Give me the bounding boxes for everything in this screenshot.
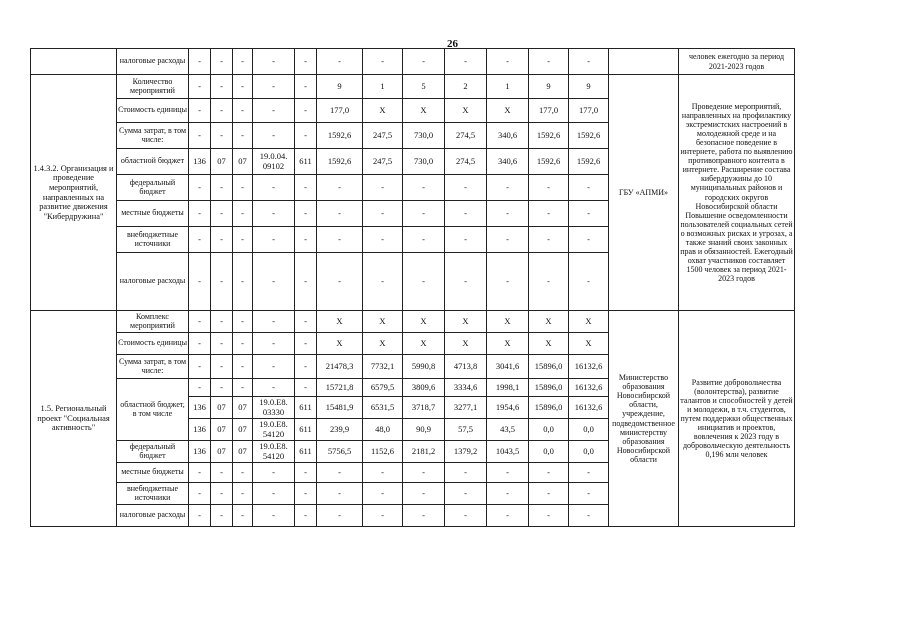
b15-r8-cell-7: - (403, 483, 445, 505)
b15-r4-cell-7: 3718,7 (403, 397, 445, 419)
b15-r5-cell-5: 239,9 (317, 419, 363, 441)
b15-r7-cell-4: - (295, 463, 317, 483)
row-label: внебюджетные источники (117, 483, 189, 505)
b1432-r2-cell-6: 247,5 (363, 123, 403, 149)
b15-r8-cell-6: - (363, 483, 403, 505)
b15-r1-cell-2: - (233, 333, 253, 355)
task-name: 1.5. Региональный проект "Социальная активность" (31, 311, 117, 527)
b1432-r3-cell-4: 611 (295, 149, 317, 175)
b1432-r6-cell-0: - (189, 227, 211, 253)
b15-r4-cell-3: 19.0.E8. 03330 (253, 397, 295, 419)
b15-r8-cell-11: - (569, 483, 609, 505)
b15-r4-cell-8: 3277,1 (445, 397, 487, 419)
b1432-r1-cell-7: X (403, 99, 445, 123)
b1432-r2-cell-7: 730,0 (403, 123, 445, 149)
b1432-r2-cell-11: 1592,6 (569, 123, 609, 149)
b15-r4-cell-11: 16132,6 (569, 397, 609, 419)
b1432-r5-cell-3: - (253, 201, 295, 227)
b1432-r5-cell-8: - (445, 201, 487, 227)
b15-r7-cell-2: - (233, 463, 253, 483)
b1432-r1-cell-11: 177,0 (569, 99, 609, 123)
b1432-r1-cell-4: - (295, 99, 317, 123)
b15-r8-cell-10: - (529, 483, 569, 505)
b1432-r3-cell-5: 1592,6 (317, 149, 363, 175)
b1432-r2-cell-0: - (189, 123, 211, 149)
b15-r5-cell-9: 43,5 (487, 419, 529, 441)
b15-r6-cell-0: 136 (189, 441, 211, 463)
b1432-r7-cell-9: - (487, 253, 529, 311)
b15-r9-cell-4: - (295, 505, 317, 527)
table-row (31, 75, 795, 99)
b15-r2-cell-5: 21478,3 (317, 355, 363, 379)
b1432-r0-cell-10: 9 (529, 75, 569, 99)
b15-r3-cell-8: 3334,6 (445, 379, 487, 397)
b1432-r4-cell-6: - (363, 175, 403, 201)
row-label: Комплекс мероприятий (117, 311, 189, 333)
b1432-r4-cell-7: - (403, 175, 445, 201)
b15-r2-cell-7: 5990,8 (403, 355, 445, 379)
b1432-r6-cell-9: - (487, 227, 529, 253)
b15-r4-cell-10: 15896,0 (529, 397, 569, 419)
b15-r9-cell-8: - (445, 505, 487, 527)
b15-r3-cell-11: 16132,6 (569, 379, 609, 397)
b15-r8-cell-0: - (189, 483, 211, 505)
b15-r7-cell-0: - (189, 463, 211, 483)
b15-r6-cell-4: 611 (295, 441, 317, 463)
b1432-r1-cell-6: X (363, 99, 403, 123)
b1432-r3-cell-1: 07 (211, 149, 233, 175)
top-row-cell-2: - (233, 49, 253, 75)
b15-r3-cell-0: - (189, 379, 211, 397)
b1432-r0-cell-7: 5 (403, 75, 445, 99)
b1432-r0-cell-3: - (253, 75, 295, 99)
row-label: Сумма затрат, в том числе: (117, 123, 189, 149)
b1432-r6-cell-11: - (569, 227, 609, 253)
b15-r9-cell-11: - (569, 505, 609, 527)
b1432-r4-cell-10: - (529, 175, 569, 201)
b15-r5-cell-7: 90,9 (403, 419, 445, 441)
top-row-cell-9: - (487, 49, 529, 75)
b1432-r7-cell-10: - (529, 253, 569, 311)
b15-r1-cell-10: X (529, 333, 569, 355)
b15-r5-cell-11: 0,0 (569, 419, 609, 441)
b1432-r4-cell-11: - (569, 175, 609, 201)
executor: ГБУ «АПМИ» (609, 75, 679, 311)
b15-r9-cell-3: - (253, 505, 295, 527)
b15-r9-cell-0: - (189, 505, 211, 527)
budget-table (30, 48, 795, 527)
b15-r7-cell-8: - (445, 463, 487, 483)
b15-r4-cell-2: 07 (233, 397, 253, 419)
b1432-r6-cell-4: - (295, 227, 317, 253)
b1432-r5-cell-10: - (529, 201, 569, 227)
b15-r2-cell-4: - (295, 355, 317, 379)
b15-r5-cell-3: 19.0.E8. 54120 (253, 419, 295, 441)
b1432-r2-cell-2: - (233, 123, 253, 149)
b1432-r5-cell-7: - (403, 201, 445, 227)
row-label: налоговые расходы (117, 505, 189, 527)
b1432-r0-cell-1: - (211, 75, 233, 99)
b15-r9-cell-10: - (529, 505, 569, 527)
b15-r4-cell-6: 6531,5 (363, 397, 403, 419)
b1432-r1-cell-8: X (445, 99, 487, 123)
b15-r3-cell-2: - (233, 379, 253, 397)
b15-r1-cell-8: X (445, 333, 487, 355)
table-row (31, 49, 795, 75)
top-row-cell-0: - (189, 49, 211, 75)
b15-r6-cell-5: 5756,5 (317, 441, 363, 463)
top-row-cell-4: - (295, 49, 317, 75)
row-label: областной бюджет (117, 149, 189, 175)
b1432-r3-cell-2: 07 (233, 149, 253, 175)
b15-r9-cell-9: - (487, 505, 529, 527)
b1432-r5-cell-9: - (487, 201, 529, 227)
top-row-cell-10: - (529, 49, 569, 75)
b1432-r3-cell-6: 247,5 (363, 149, 403, 175)
b15-r0-cell-1: - (211, 311, 233, 333)
b1432-r0-cell-11: 9 (569, 75, 609, 99)
b15-r3-cell-4: - (295, 379, 317, 397)
b15-r4-cell-5: 15481,9 (317, 397, 363, 419)
row-label: налоговые расходы (117, 253, 189, 311)
b15-r9-cell-7: - (403, 505, 445, 527)
b1432-r6-cell-7: - (403, 227, 445, 253)
b15-r0-cell-7: X (403, 311, 445, 333)
b15-r0-cell-9: X (487, 311, 529, 333)
b15-r6-cell-2: 07 (233, 441, 253, 463)
b15-r8-cell-1: - (211, 483, 233, 505)
row-label: федеральный бюджет (117, 441, 189, 463)
result-description: Развитие добровольчества (волонтерства), развитие талантов и способностей у детей и молодежи, в т.ч. студентов, путем поддержки общественных инициатив и проектов, вовлечения к 2023 году в добровольческую деятельность 0,196 млн человек (679, 311, 795, 527)
b1432-r1-cell-5: 177,0 (317, 99, 363, 123)
b15-r2-cell-3: - (253, 355, 295, 379)
b15-r5-cell-0: 136 (189, 419, 211, 441)
b1432-r4-cell-8: - (445, 175, 487, 201)
b15-r7-cell-9: - (487, 463, 529, 483)
b1432-r2-cell-1: - (211, 123, 233, 149)
b1432-r5-cell-0: - (189, 201, 211, 227)
row-label: Количество мероприятий (117, 75, 189, 99)
b15-r4-cell-0: 136 (189, 397, 211, 419)
row-label: областной бюджет, в том числе (117, 379, 189, 441)
b1432-r3-cell-3: 19.0.04. 09102 (253, 149, 295, 175)
b15-r9-cell-1: - (211, 505, 233, 527)
b1432-r1-cell-1: - (211, 99, 233, 123)
b1432-r4-cell-9: - (487, 175, 529, 201)
b1432-r4-cell-5: - (317, 175, 363, 201)
b1432-r0-cell-6: 1 (363, 75, 403, 99)
b15-r0-cell-8: X (445, 311, 487, 333)
b15-r6-cell-11: 0,0 (569, 441, 609, 463)
page-number: 26 (447, 38, 458, 50)
b15-r7-cell-7: - (403, 463, 445, 483)
b1432-r7-cell-1: - (211, 253, 233, 311)
b15-r7-cell-1: - (211, 463, 233, 483)
b1432-r7-cell-2: - (233, 253, 253, 311)
b15-r5-cell-10: 0,0 (529, 419, 569, 441)
b1432-r7-cell-11: - (569, 253, 609, 311)
b1432-r6-cell-2: - (233, 227, 253, 253)
b15-r6-cell-10: 0,0 (529, 441, 569, 463)
b1432-r7-cell-8: - (445, 253, 487, 311)
b1432-r3-cell-11: 1592,6 (569, 149, 609, 175)
b15-r3-cell-1: - (211, 379, 233, 397)
b15-r8-cell-3: - (253, 483, 295, 505)
b15-r7-cell-10: - (529, 463, 569, 483)
b1432-r3-cell-10: 1592,6 (529, 149, 569, 175)
b15-r0-cell-4: - (295, 311, 317, 333)
b15-r6-cell-6: 1152,6 (363, 441, 403, 463)
result-cell: человек ежегодно за период 2021-2023 годов (679, 49, 795, 75)
top-row-cell-7: - (403, 49, 445, 75)
top-row-cell-6: - (363, 49, 403, 75)
b1432-r7-cell-4: - (295, 253, 317, 311)
b15-r0-cell-6: X (363, 311, 403, 333)
b15-r9-cell-2: - (233, 505, 253, 527)
b15-r1-cell-11: X (569, 333, 609, 355)
row-label: налоговые расходы (117, 49, 189, 75)
b15-r2-cell-0: - (189, 355, 211, 379)
b15-r5-cell-4: 611 (295, 419, 317, 441)
b1432-r2-cell-3: - (253, 123, 295, 149)
b15-r3-cell-6: 6579,5 (363, 379, 403, 397)
b15-r3-cell-9: 1998,1 (487, 379, 529, 397)
b15-r0-cell-3: - (253, 311, 295, 333)
top-row-cell-3: - (253, 49, 295, 75)
b1432-r7-cell-3: - (253, 253, 295, 311)
b1432-r0-cell-9: 1 (487, 75, 529, 99)
b15-r1-cell-9: X (487, 333, 529, 355)
b15-r2-cell-10: 15896,0 (529, 355, 569, 379)
b1432-r0-cell-8: 2 (445, 75, 487, 99)
b15-r0-cell-0: - (189, 311, 211, 333)
b15-r1-cell-6: X (363, 333, 403, 355)
b15-r5-cell-1: 07 (211, 419, 233, 441)
b1432-r5-cell-6: - (363, 201, 403, 227)
b15-r2-cell-2: - (233, 355, 253, 379)
b15-r1-cell-3: - (253, 333, 295, 355)
b15-r1-cell-7: X (403, 333, 445, 355)
b15-r3-cell-5: 15721,8 (317, 379, 363, 397)
b15-r3-cell-3: - (253, 379, 295, 397)
b1432-r1-cell-3: - (253, 99, 295, 123)
b1432-r7-cell-6: - (363, 253, 403, 311)
b15-r4-cell-1: 07 (211, 397, 233, 419)
b15-r7-cell-11: - (569, 463, 609, 483)
b1432-r3-cell-0: 136 (189, 149, 211, 175)
b15-r1-cell-5: X (317, 333, 363, 355)
b1432-r7-cell-5: - (317, 253, 363, 311)
b1432-r7-cell-0: - (189, 253, 211, 311)
b15-r1-cell-0: - (189, 333, 211, 355)
b1432-r6-cell-3: - (253, 227, 295, 253)
b1432-r5-cell-11: - (569, 201, 609, 227)
b15-r4-cell-9: 1954,6 (487, 397, 529, 419)
row-label: местные бюджеты (117, 463, 189, 483)
b15-r8-cell-9: - (487, 483, 529, 505)
b15-r5-cell-6: 48,0 (363, 419, 403, 441)
b1432-r4-cell-3: - (253, 175, 295, 201)
b15-r9-cell-6: - (363, 505, 403, 527)
b15-r9-cell-5: - (317, 505, 363, 527)
b15-r8-cell-4: - (295, 483, 317, 505)
b15-r6-cell-3: 19.0.E8. 54120 (253, 441, 295, 463)
b1432-r5-cell-5: - (317, 201, 363, 227)
b15-r7-cell-3: - (253, 463, 295, 483)
b15-r5-cell-8: 57,5 (445, 419, 487, 441)
b15-r1-cell-4: - (295, 333, 317, 355)
row-label: Стоимость единицы (117, 99, 189, 123)
b15-r2-cell-11: 16132,6 (569, 355, 609, 379)
b1432-r2-cell-9: 340,6 (487, 123, 529, 149)
b1432-r2-cell-5: 1592,6 (317, 123, 363, 149)
b15-r0-cell-2: - (233, 311, 253, 333)
b15-r3-cell-10: 15896,0 (529, 379, 569, 397)
table-row (31, 311, 795, 333)
b1432-r3-cell-8: 274,5 (445, 149, 487, 175)
b1432-r6-cell-1: - (211, 227, 233, 253)
b1432-r3-cell-9: 340,6 (487, 149, 529, 175)
b15-r6-cell-8: 1379,2 (445, 441, 487, 463)
top-row-cell-5: - (317, 49, 363, 75)
b1432-r3-cell-7: 730,0 (403, 149, 445, 175)
b1432-r5-cell-4: - (295, 201, 317, 227)
b15-r6-cell-9: 1043,5 (487, 441, 529, 463)
b15-r7-cell-5: - (317, 463, 363, 483)
b1432-r2-cell-10: 1592,6 (529, 123, 569, 149)
b15-r6-cell-1: 07 (211, 441, 233, 463)
b15-r0-cell-5: X (317, 311, 363, 333)
b1432-r5-cell-2: - (233, 201, 253, 227)
b1432-r5-cell-1: - (211, 201, 233, 227)
top-row-cell-8: - (445, 49, 487, 75)
b1432-r6-cell-8: - (445, 227, 487, 253)
b1432-r1-cell-10: 177,0 (529, 99, 569, 123)
b1432-r4-cell-2: - (233, 175, 253, 201)
row-label: Сумма затрат, в том числе: (117, 355, 189, 379)
b15-r8-cell-5: - (317, 483, 363, 505)
b1432-r7-cell-7: - (403, 253, 445, 311)
b15-r2-cell-9: 3041,6 (487, 355, 529, 379)
top-row-cell-11: - (569, 49, 609, 75)
b1432-r6-cell-6: - (363, 227, 403, 253)
result-description: Проведение мероприятий, направленных на профилактику экстремистских настроений в молодежной среде и на безопасное поведение в интернете, работа по выявлению противоправного контента в интернете. Расширение состава кибердружины до 10 муниципальных районов и городских округов Новосибирской области Повышение осведомленности пользователей социальных сетей о возможных рисках и угрозах, а также знаний своих законных прав и обязанностей. Ежегодный охват участников составляет 1500 человек за период 2021-2023 годов (679, 75, 795, 311)
b1432-r1-cell-2: - (233, 99, 253, 123)
b1432-r6-cell-5: - (317, 227, 363, 253)
b15-r5-cell-2: 07 (233, 419, 253, 441)
b15-r7-cell-6: - (363, 463, 403, 483)
b15-r2-cell-6: 7732,1 (363, 355, 403, 379)
b1432-r6-cell-10: - (529, 227, 569, 253)
b1432-r2-cell-8: 274,5 (445, 123, 487, 149)
executor-cell-empty (609, 49, 679, 75)
b15-r0-cell-10: X (529, 311, 569, 333)
b15-r1-cell-1: - (211, 333, 233, 355)
row-label: Стоимость единицы (117, 333, 189, 355)
top-row-cell-1: - (211, 49, 233, 75)
task-name: 1.4.3.2. Организация и проведение мероприятий, направленных на развитие движения "Кибердружина" (31, 75, 117, 311)
b1432-r0-cell-2: - (233, 75, 253, 99)
row-label: местные бюджеты (117, 201, 189, 227)
b15-r3-cell-7: 3809,6 (403, 379, 445, 397)
b15-r4-cell-4: 611 (295, 397, 317, 419)
b1432-r2-cell-4: - (295, 123, 317, 149)
b1432-r4-cell-0: - (189, 175, 211, 201)
b15-r2-cell-1: - (211, 355, 233, 379)
executor: Министерство образования Новосибирской области, учреждение, подведомственное министерству образования Новосибирской области (609, 311, 679, 527)
b1432-r4-cell-4: - (295, 175, 317, 201)
b1432-r0-cell-5: 9 (317, 75, 363, 99)
b1432-r0-cell-0: - (189, 75, 211, 99)
b1432-r1-cell-9: X (487, 99, 529, 123)
row-label: федеральный бюджет (117, 175, 189, 201)
row-label: внебюджетные источники (117, 227, 189, 253)
task-cell-empty (31, 49, 117, 75)
b15-r8-cell-2: - (233, 483, 253, 505)
b1432-r1-cell-0: - (189, 99, 211, 123)
b15-r8-cell-8: - (445, 483, 487, 505)
b15-r0-cell-11: X (569, 311, 609, 333)
b15-r2-cell-8: 4713,8 (445, 355, 487, 379)
b15-r6-cell-7: 2181,2 (403, 441, 445, 463)
b1432-r4-cell-1: - (211, 175, 233, 201)
b1432-r0-cell-4: - (295, 75, 317, 99)
